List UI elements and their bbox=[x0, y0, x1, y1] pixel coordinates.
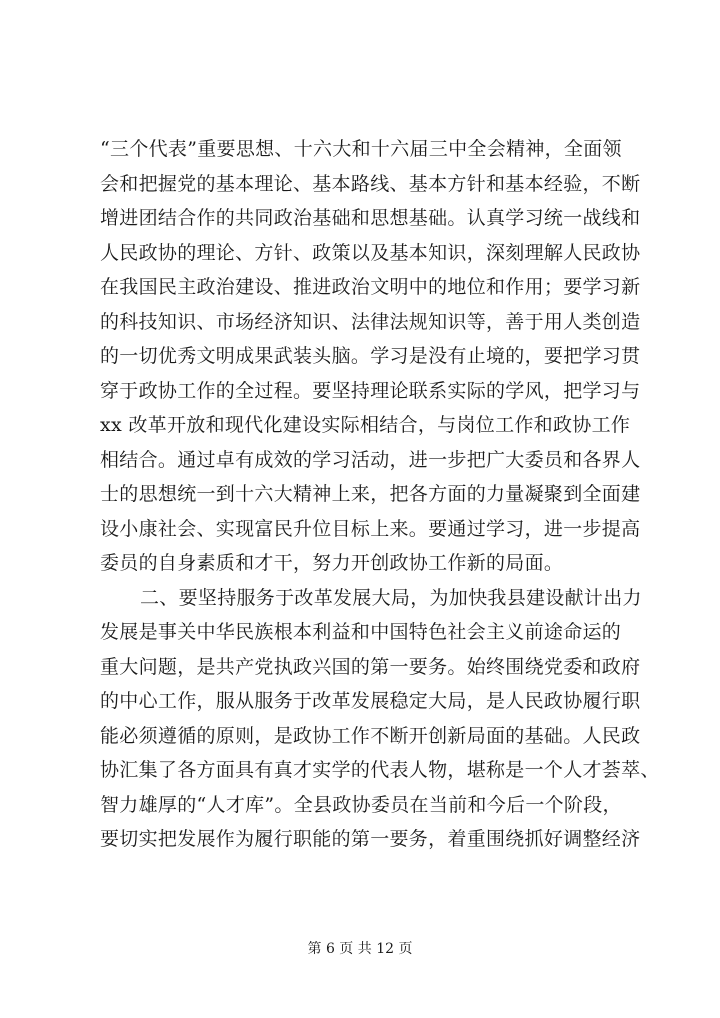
text-line: 的科技知识、市场经济知识、法律法规知识等，善于用人类创造 bbox=[100, 310, 641, 333]
body-text bbox=[100, 132, 660, 857]
text-line: 协汇集了各方面具有真才实学的代表人物，堪称是一个人才荟萃、 bbox=[100, 759, 660, 781]
text-line: 设小康社会、实现富民升位目标上来。要通过学习，进一步提高 bbox=[100, 517, 641, 540]
text-line: 的一切优秀文明成果武装头脑。学习是没有止境的，要把学习贯 bbox=[100, 345, 641, 367]
text-line: 的中心工作，服从服务于改革发展稳定大局，是人民政协履行职 bbox=[100, 690, 641, 712]
page-number-footer: 第 6 页 共 12 页 bbox=[307, 941, 413, 957]
text-line: 要切实把发展作为履行职能的第一要务，着重围绕抓好调整经济 bbox=[100, 828, 641, 850]
text-line: 智力雄厚的“人才库”。全县政协委员在当前和今后一个阶段， bbox=[100, 793, 622, 816]
text-line: 穿于政协工作的全过程。要坚持理论联系实际的学风，把学习与 bbox=[100, 379, 641, 402]
section-heading: 二、要坚持服务于改革发展大局，为加快我县建设献计出力 bbox=[140, 586, 642, 609]
text-line: 发展是事关中华民族根本利益和中国特色社会主义前途命运的 bbox=[100, 621, 622, 643]
text-line: 能必须遵循的原则，是政协工作不断开创新局面的基础。人民政 bbox=[100, 724, 641, 747]
text-line: xx 改革开放和现代化建设实际相结合，与岗位工作和政协工作 bbox=[100, 414, 631, 436]
text-line: 重大问题，是共产党执政兴国的第一要务。始终围绕党委和政府 bbox=[100, 655, 641, 678]
text-line: 会和把握党的基本理论、基本路线、基本方针和基本经验，不断 bbox=[100, 172, 641, 195]
text-line: 人民政协的理论、方针、政策以及基本知识，深刻理解人民政协 bbox=[100, 241, 641, 264]
text-line: 相结合。通过卓有成效的学习活动，进一步把广大委员和各界人 bbox=[100, 448, 641, 471]
text-line: 委员的自身素质和才干，努力开创政协工作新的局面。 bbox=[100, 552, 564, 574]
text-line: 增进团结合作的共同政治基础和思想基础。认真学习统一战线和 bbox=[100, 207, 641, 229]
text-line: 士的思想统一到十六大精神上来，把各方面的力量凝聚到全面建 bbox=[100, 483, 641, 505]
text-line: “三个代表”重要思想、十六大和十六届三中全会精神，全面领 bbox=[100, 138, 622, 160]
text-line: 在我国民主政治建设、推进政治文明中的地位和作用；要学习新 bbox=[100, 276, 641, 298]
